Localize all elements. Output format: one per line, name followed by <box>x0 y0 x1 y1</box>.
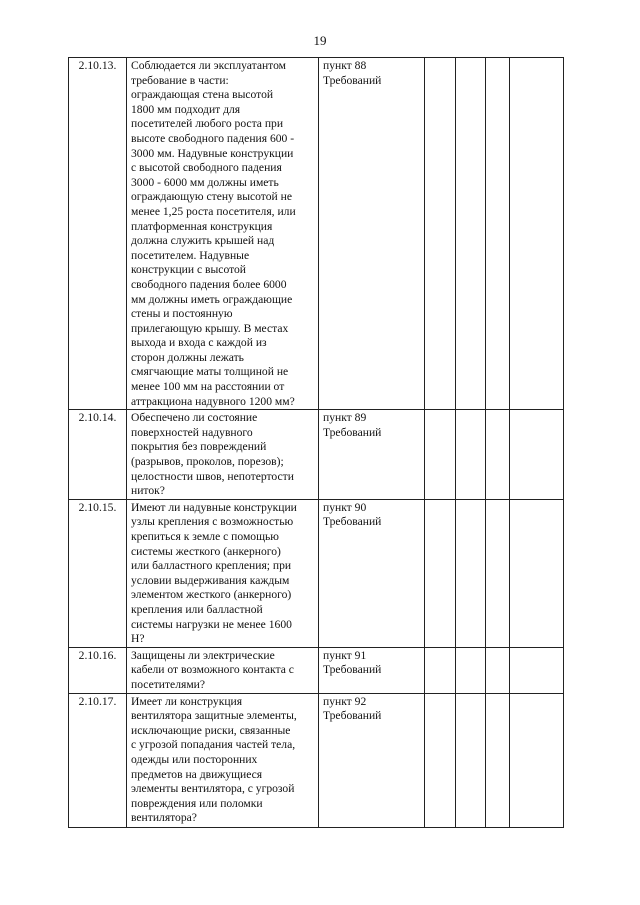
requirement-ref: пункт 89 Требований <box>323 411 382 439</box>
answer-cell-no[interactable] <box>456 647 486 693</box>
answer-cell-yes[interactable] <box>425 58 456 410</box>
answer-cell-yes[interactable] <box>425 647 456 693</box>
answer-cell-na[interactable] <box>486 410 510 500</box>
answer-cell-na[interactable] <box>486 499 510 647</box>
answer-cell-yes[interactable] <box>425 693 456 827</box>
table-row <box>69 410 564 500</box>
item-number: 2.10.15. <box>69 499 127 647</box>
answer-cell-yes[interactable] <box>425 499 456 647</box>
question-text: Имеет ли конструкция вентилятора защитные элементы, исключающие риски, связанные с угрозой попадания частей тела, одежды или посторонних предметов на движущиеся элементы вентилятора, с угрозой повреждения или поломки вентилятора? <box>131 694 297 825</box>
table-row <box>69 693 564 827</box>
notes-cell[interactable] <box>510 410 564 500</box>
table-row <box>69 58 564 410</box>
requirement-ref: пункт 88 Требований <box>323 59 382 87</box>
notes-cell[interactable] <box>510 58 564 410</box>
answer-cell-no[interactable] <box>456 693 486 827</box>
page-number: 19 <box>313 33 327 48</box>
answer-cell-na[interactable] <box>486 693 510 827</box>
question-text: Обеспечено ли состояние поверхностей надувного покрытия без повреждений (разрывов, проколов, порезов); целостности швов, непотертости ниток? <box>131 411 294 498</box>
requirement-ref: пункт 91 Требований <box>323 648 382 677</box>
requirement-ref: пункт 90 Требований <box>323 500 382 529</box>
item-number: 2.10.17. <box>69 693 127 827</box>
question-text: Соблюдается ли эксплуатантом требование в части: ограждающая стена высотой 1800 мм подходит для посетителей любого роста при высоте свободного падения 600 - 3000 мм. Надувные конструкции с высотой свободного падения 3000 - 6000 мм должны иметь ограждающую стену высотой не менее 1,25 роста посетителя, или платформенная конструкция должна служить крышей над посетителем. Надувные конструкции с высотой свободного падения более 6000 мм должны иметь ограждающие стены и постоянную прилегающую крышу. В местах выхода и входа с каждой из сторон должны лежать смягчающие маты толщиной не менее 100 мм на расстоянии от аттракциона надувного 1200 мм? <box>131 59 296 408</box>
item-number: 2.10.13. <box>69 58 127 410</box>
item-number: 2.10.16. <box>69 647 127 693</box>
table-row <box>69 647 564 693</box>
notes-cell[interactable] <box>510 499 564 647</box>
answer-cell-yes[interactable] <box>425 410 456 500</box>
answer-cell-na[interactable] <box>486 647 510 693</box>
item-number: 2.10.14. <box>69 410 127 500</box>
requirement-ref: пункт 92 Требований <box>323 694 382 723</box>
answer-cell-no[interactable] <box>456 58 486 410</box>
notes-cell[interactable] <box>510 647 564 693</box>
answer-cell-no[interactable] <box>456 499 486 647</box>
checklist-table <box>68 57 564 828</box>
answer-cell-no[interactable] <box>456 410 486 500</box>
answer-cell-na[interactable] <box>486 58 510 410</box>
question-text: Имеют ли надувные конструкции узлы крепления с возможностью крепиться к земле с помощью системы жесткого (анкерного) или балластного крепления; при условии выдерживания каждым элементом жесткого (анкерного) крепления или балластной системы нагрузки не менее 1600 Н? <box>131 500 297 646</box>
notes-cell[interactable] <box>510 693 564 827</box>
table-row <box>69 499 564 647</box>
question-text: Защищены ли электрические кабели от возможного контакта с посетителями? <box>131 648 294 691</box>
